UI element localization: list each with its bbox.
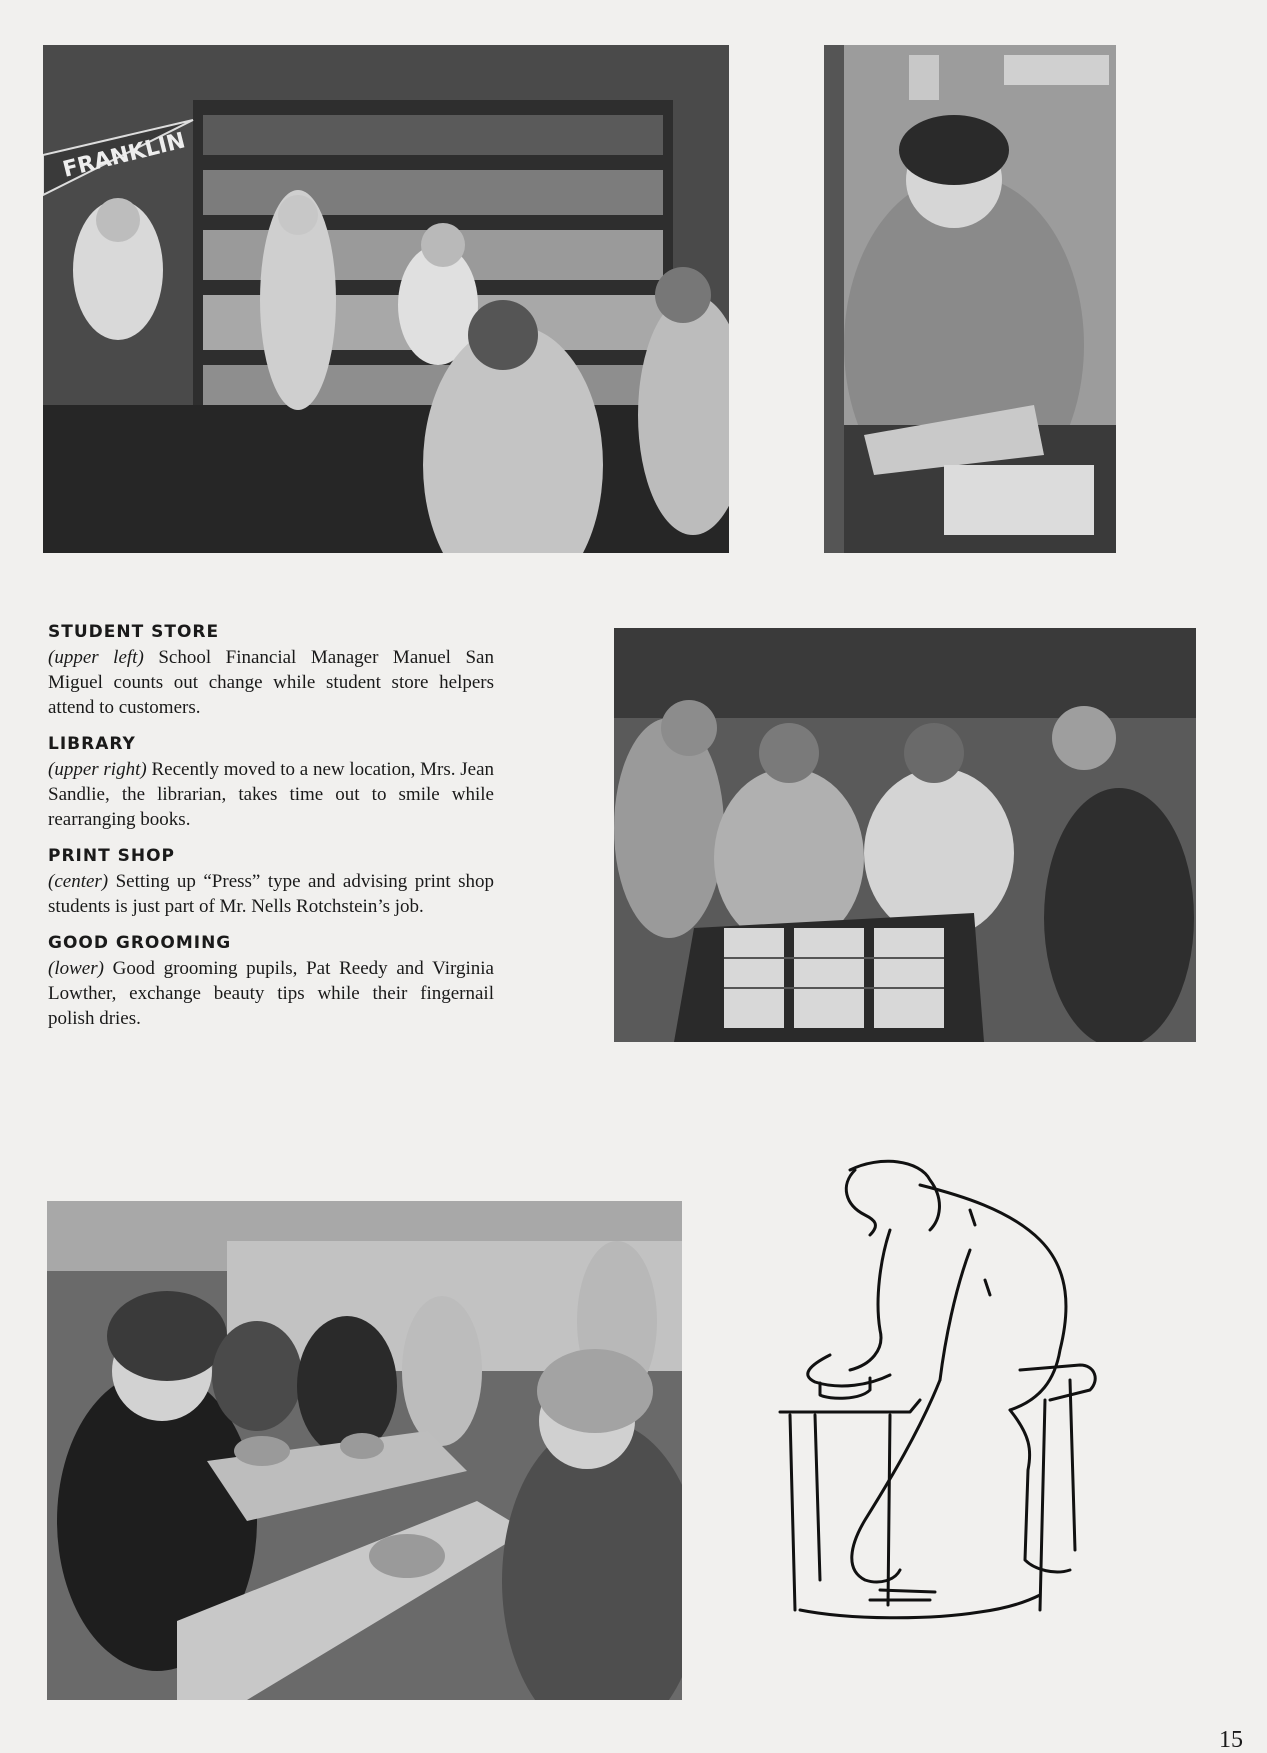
caption-body <box>48 757 494 832</box>
caption-student-store <box>48 620 494 720</box>
student-store-photo <box>43 45 729 553</box>
caption-good-grooming <box>48 931 494 1031</box>
caption-text: Setting up “Press” type and advising print shop students is just part of Mr. Nells Rotchstein’s job. <box>48 871 494 917</box>
caption-body <box>48 869 494 919</box>
caption-body <box>48 645 494 720</box>
good-grooming-photo <box>47 1201 682 1700</box>
caption-heading: LIBRARY <box>48 734 136 754</box>
caption-location: (lower) <box>48 958 104 979</box>
good-grooming-illustration <box>47 1201 682 1700</box>
caption-heading: PRINT SHOP <box>48 846 175 866</box>
pennant-text: FRANKLIN <box>60 128 188 183</box>
student-store-illustration <box>43 45 729 553</box>
print-shop-illustration <box>614 628 1196 1042</box>
caption-location: (upper left) <box>48 647 144 668</box>
caption-body <box>48 956 494 1031</box>
caption-text: School Financial Manager Manuel San Miguel counts out change while student store helpers attend to customers. <box>48 647 494 718</box>
page-number: 15 <box>1219 1727 1243 1753</box>
caption-heading: STUDENT STORE <box>48 622 220 642</box>
caption-location: (upper right) <box>48 759 147 780</box>
print-shop-photo <box>614 628 1196 1042</box>
caption-text: Recently moved to a new location, Mrs. Jean Sandlie, the librarian, takes time out to smile while rearranging books. <box>48 759 495 830</box>
caption-text: Good grooming pupils, Pat Reedy and Virginia Lowther, exchange beauty tips while their fingernail polish dries. <box>48 958 494 1029</box>
captions-block <box>48 620 494 1043</box>
library-illustration <box>824 45 1116 553</box>
library-photo <box>824 45 1116 553</box>
potter-wheel-sketch-illustration <box>770 1150 1150 1640</box>
caption-heading: GOOD GROOMING <box>48 933 232 953</box>
caption-print-shop <box>48 844 494 919</box>
caption-library <box>48 732 494 832</box>
caption-location: (center) <box>48 871 109 892</box>
